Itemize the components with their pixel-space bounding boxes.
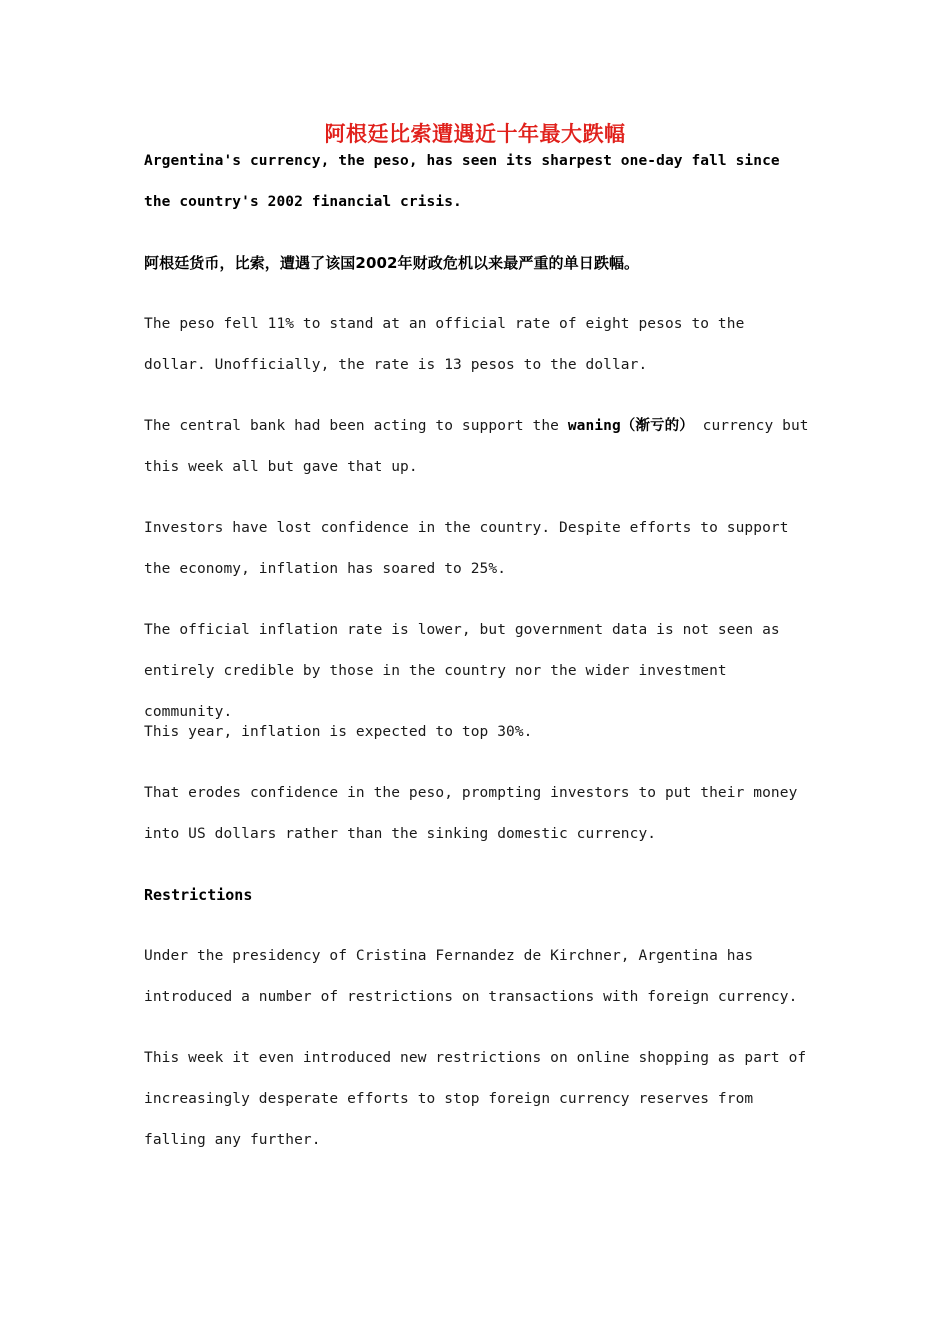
paragraph-investors-confidence: Investors have lost confidence in the country. Despite efforts to support the economy, inflation has soared to 25%.	[144, 520, 789, 577]
paragraph-online-shopping: This week it even introduced new restrictions on online shopping as part of increasingly desperate efforts to stop foreign currency reserves from falling any further.	[144, 1050, 807, 1148]
lead-paragraph-english: Argentina's currency, the peso, has seen its sharpest one-day fall since the country's 2002 financial crisis.	[144, 153, 780, 210]
paragraph-central-bank	[144, 406, 814, 488]
lead-paragraph-chinese: 阿根廷货币，比索，遭遇了该国2002年财政危机以来最严重的单日跌幅。	[144, 254, 640, 272]
paragraph-presidency: Under the presidency of Cristina Fernandez de Kirchner, Argentina has introduced a number of restrictions on transactions with foreign currency.	[144, 948, 798, 1005]
paragraph-erodes-confidence: That erodes confidence in the peso, prompting investors to put their money into US dollars rather than the sinking domestic currency.	[144, 785, 798, 842]
paragraph-inflation-forecast: This year, inflation is expected to top 30%.	[144, 724, 533, 740]
paragraph-peso-fell: The peso fell 11% to stand at an official rate of eight pesos to the dollar. Unofficially, the rate is 13 pesos to the dollar.	[144, 316, 745, 373]
article-title: 阿根廷比索遭遇近十年最大跌幅	[324, 122, 626, 146]
section-heading-restrictions: Restrictions	[144, 886, 253, 904]
paragraph-central-bank-text-end: currency but this week all but gave that up.	[144, 418, 809, 475]
paragraph-official-inflation: The official inflation rate is lower, but government data is not seen as entirely credible by those in the country nor the wider investment community.	[144, 622, 780, 720]
vocab-gloss-waning: waning（渐亏的）	[567, 418, 694, 434]
paragraph-central-bank-text-start: The central bank had been acting to support the	[144, 418, 568, 434]
